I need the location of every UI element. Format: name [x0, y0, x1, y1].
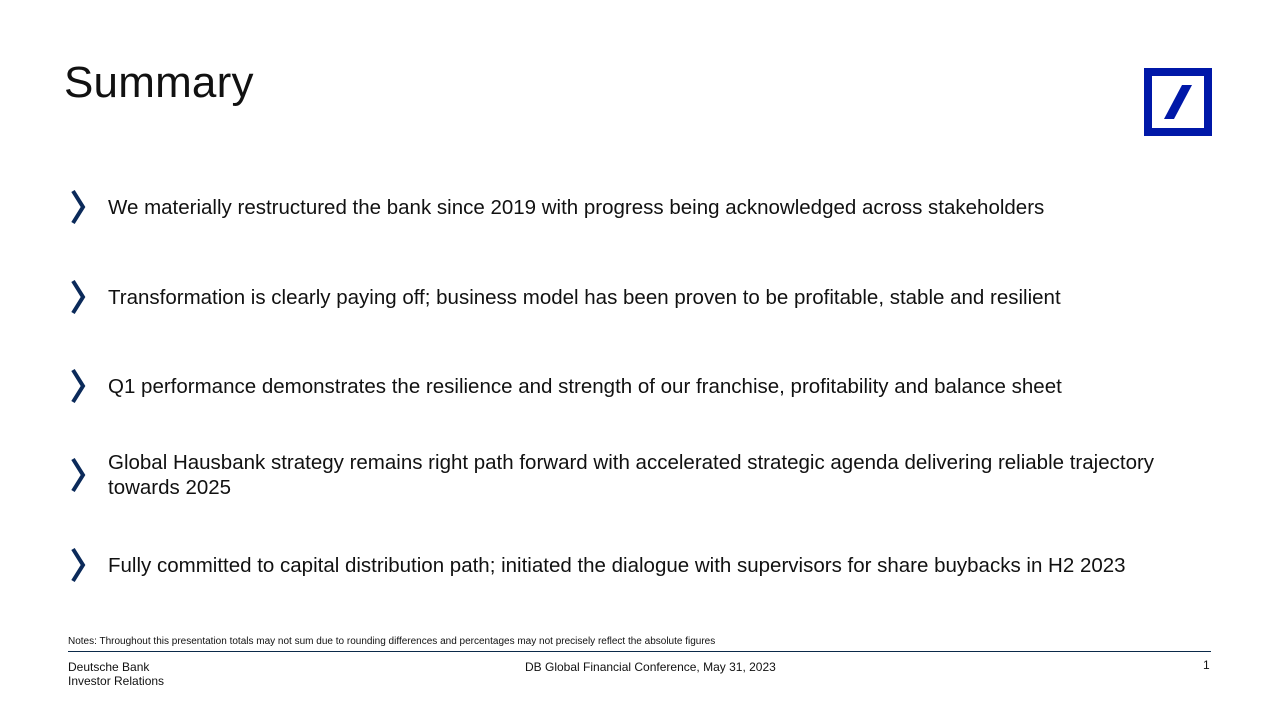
footer-company-block: [68, 660, 164, 688]
chevron-right-icon: [66, 546, 108, 584]
notes-text: Notes: Throughout this presentation totals may not sum due to rounding differences and percentages may not precisely reflect the absolute figures: [68, 636, 716, 647]
footer-department: Investor Relations: [68, 674, 165, 688]
footer-divider: [68, 651, 1211, 652]
footer-company: Deutsche Bank: [68, 660, 150, 674]
chevron-right-icon: [66, 367, 108, 405]
bullet-item: [66, 450, 1226, 500]
bullet-item: [66, 367, 1226, 405]
chevron-right-icon: [66, 456, 108, 494]
footer-event: DB Global Financial Conference, May 31, 2023: [525, 660, 776, 674]
page-number: 1: [1203, 658, 1210, 672]
bullet-text: Fully committed to capital distribution path; initiated the dialogue with supervisors for share buybacks in H2 2023: [108, 553, 1126, 577]
bullet-item: [66, 278, 1226, 316]
bullet-text: Q1 performance demonstrates the resilience and strength of our franchise, profitability and balance sheet: [108, 374, 1062, 398]
bullet-text: Global Hausbank strategy remains right path forward with accelerated strategic agenda delivering reliable trajectory towards 2025: [108, 451, 1155, 499]
bullet-text: We materially restructured the bank since 2019 with progress being acknowledged across stakeholders: [108, 195, 1045, 219]
chevron-right-icon: [66, 188, 108, 226]
summary-bullet-list: [66, 0, 1226, 620]
bullet-item: [66, 546, 1226, 584]
bullet-text: Transformation is clearly paying off; business model has been proven to be profitable, stable and resilient: [108, 285, 1061, 309]
bullet-item: [66, 188, 1226, 226]
page-title: Summary: [64, 58, 254, 107]
chevron-right-icon: [66, 278, 108, 316]
